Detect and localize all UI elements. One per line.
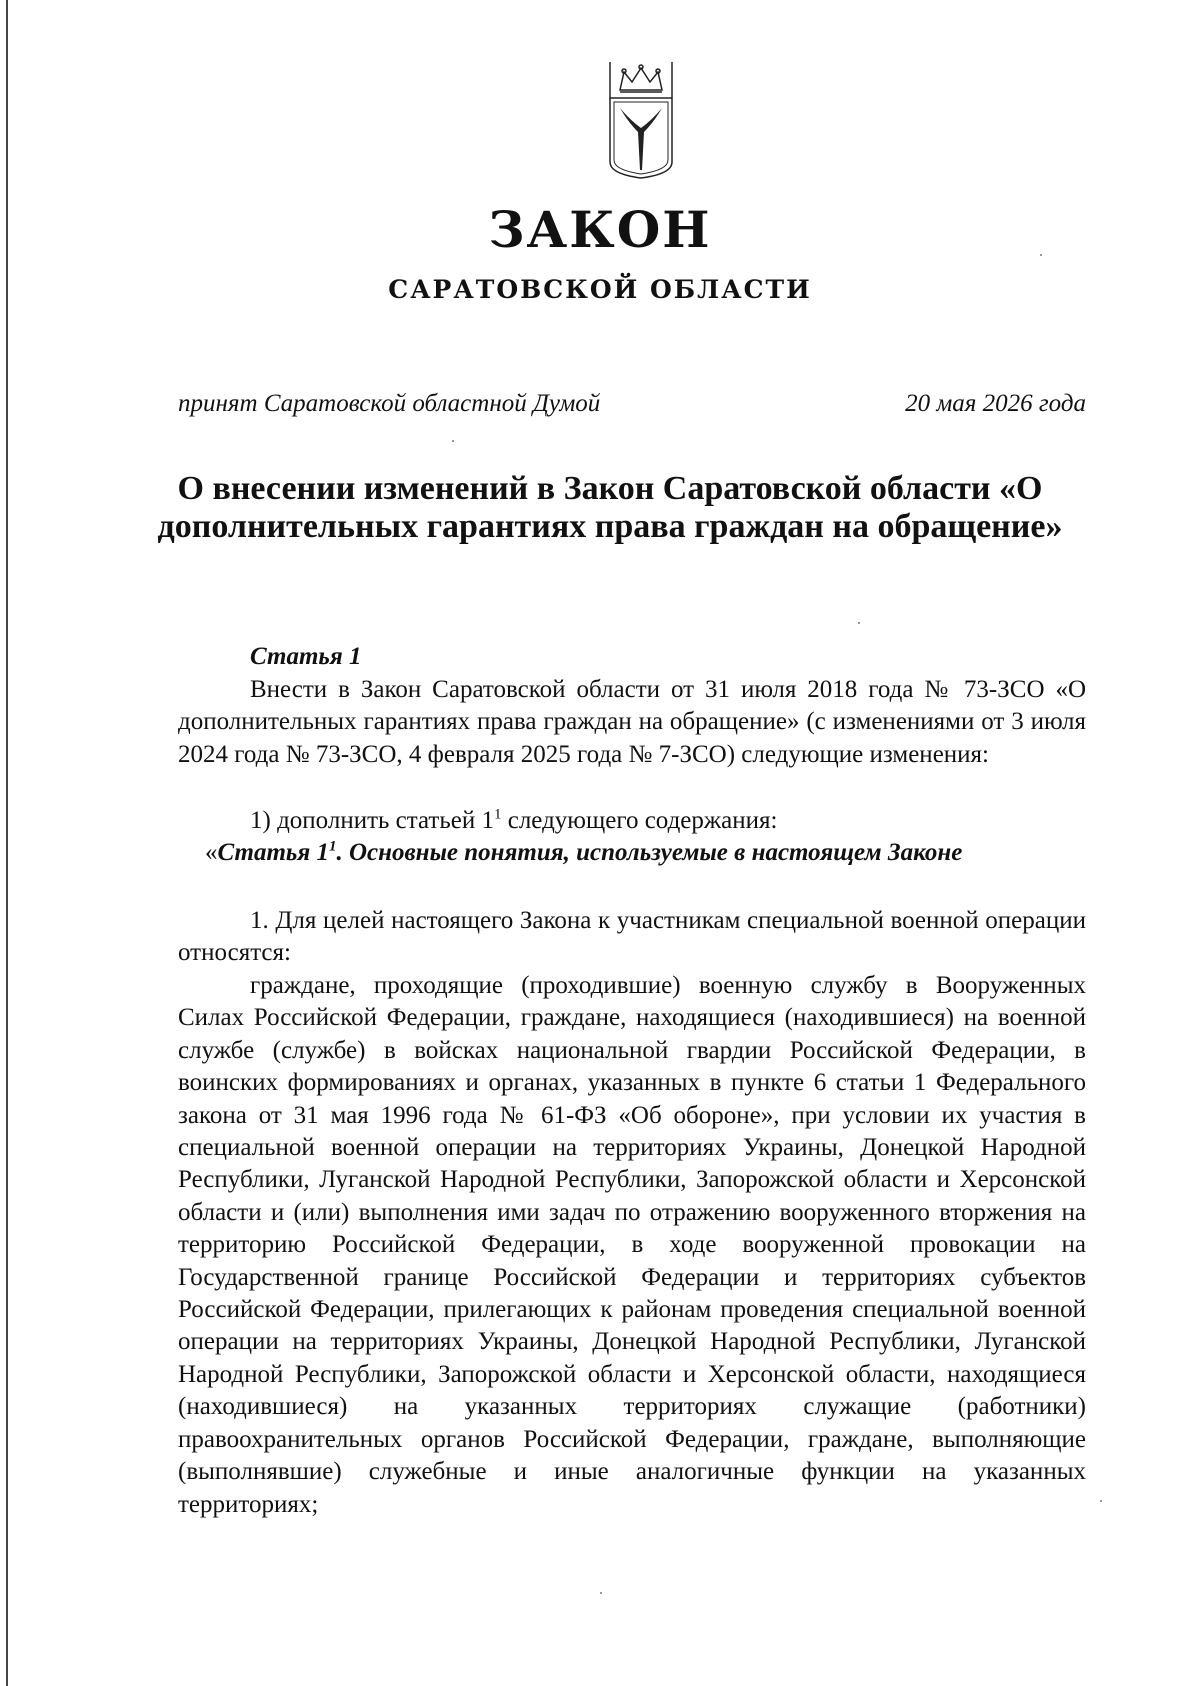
new-article-title: . Основные понятия, используемые в настоящем Законе: [336, 839, 963, 866]
saratov-coat-of-arms-icon: [606, 62, 676, 180]
law-title: О внесении изменений в Закон Саратовской области «О дополнительных гарантиях права граждан на обращение»: [157, 470, 1063, 545]
new-article-label: Статья 1: [217, 839, 329, 866]
open-quote: «: [205, 839, 218, 866]
scan-speck: [858, 622, 860, 624]
scan-speck: [1040, 254, 1042, 256]
new-article-heading: [205, 839, 962, 867]
item-superscript: 1: [493, 806, 502, 823]
new-article-superscript: 1: [328, 838, 337, 855]
scan-speck: [1100, 1500, 1102, 1502]
scan-speck: [452, 440, 454, 442]
scan-speck: [600, 1592, 602, 1594]
paragraph-2: граждане, проходящие (проходившие) военную службу в Вооруженных Силах Российской Федерации, граждане, находящиеся (находившиеся) на военной службе (службе) в войсках национальной гвардии Российской Федерации, в воинских формированиях и органах, указанных в пункте 6 статьи 1 Федерального закона от 31 мая 1996 года № 61-ФЗ «Об обороне», при условии их участия в специальной военной операции на территориях Украины, Донецкой Народной Республики, Луганской Народной Республики, Запорожской области и Херсонской области и (или) выполнения ими задач по отражению вооруженного вторжения на территорию Российской Федерации, в ходе вооруженной провокации на Государственной границе Российской Федерации и территориях субъектов Российской Федерации, прилегающих к районам проведения специальной военной операции на территориях Украины, Донецкой Народной Республики, Луганской Народной Республики, Запорожской области и Херсонской области, находящиеся (находившиеся) на указанных территориях служащие (работники) правоохранительных органов Российской Федерации, граждане, выполняющие (выполнявшие) служебные и иные аналогичные функции на указанных территориях;: [178, 972, 1086, 1518]
amendment-item-1: [250, 805, 777, 837]
article-heading: Статья 1: [250, 643, 362, 670]
region-subtitle: САРАТОВСКОЙ ОБЛАСТИ: [388, 275, 812, 304]
adopted-by: принят Саратовской областной Думой: [178, 390, 601, 417]
paragraph-1: 1. Для целей настоящего Закона к участникам специальной военной операции относятся:: [178, 907, 1086, 967]
item-suffix: следующего содержания:: [501, 807, 778, 834]
document-type-title: ЗАКОН: [488, 200, 712, 259]
article-intro: Внести в Закон Саратовской области от 31 июля 2018 года № 73-ЗСО «О дополнительных гарантиях права граждан на обращение» (с изменениями от 3 июля 2024 года № 73-ЗСО, 4 февраля 2025 года № 7-ЗСО) следующие изменения:: [178, 676, 1086, 768]
item-prefix: 1) дополнить статьей 1: [250, 807, 494, 834]
adoption-date: 20 мая 2026 года: [905, 390, 1086, 417]
